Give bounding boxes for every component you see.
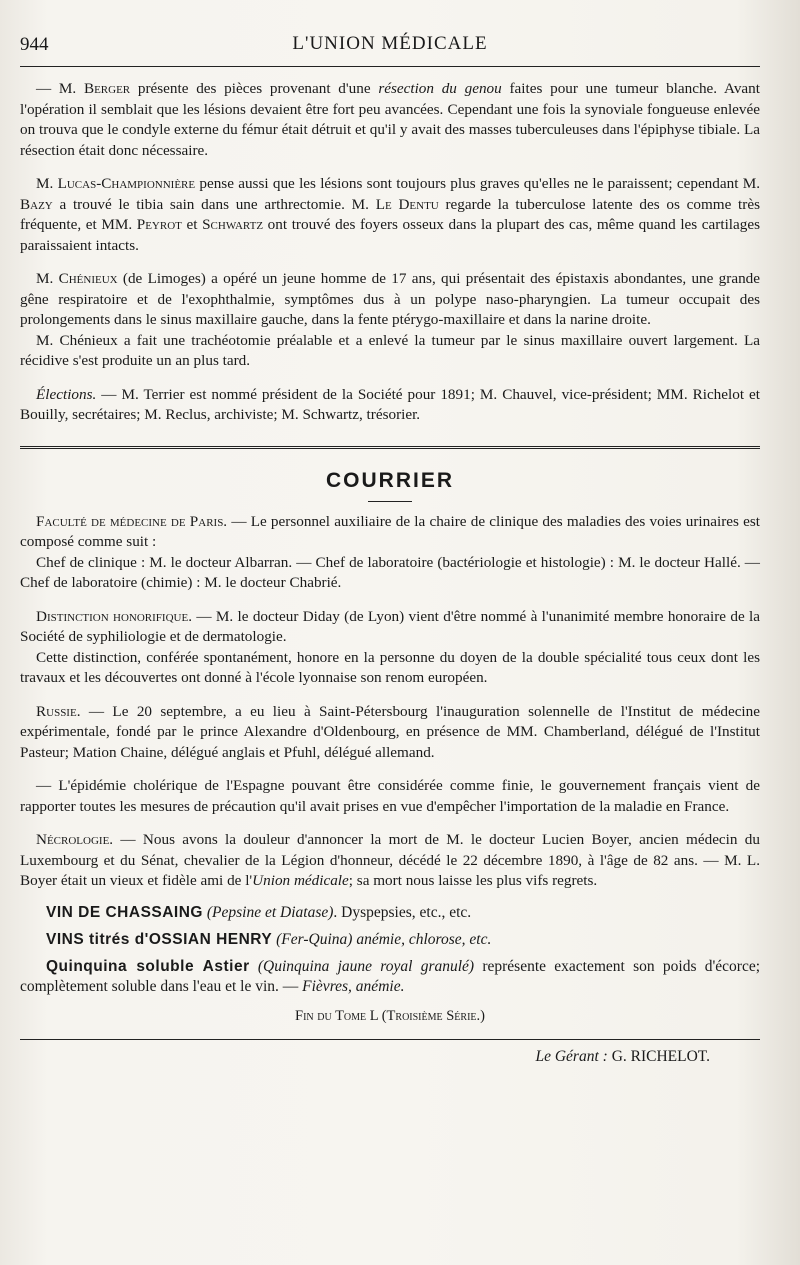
- text: et: [181, 216, 203, 233]
- header-rule: [20, 66, 760, 67]
- text: présente des pièces provenant d'une: [130, 80, 379, 97]
- italic-term: (Quinquina jaune royal granulé): [257, 957, 475, 975]
- ad-brand: VINS titrés d'OSSIAN HENRY: [46, 930, 273, 948]
- italic-term: (Pepsine et Diatase): [206, 903, 334, 921]
- text: M.: [36, 270, 59, 287]
- paragraph-chenieux: [20, 269, 760, 331]
- text: ont trouvé des foyers osseux dans la plupart des cas, même quand les cartilages paraissaient intacts.: [20, 216, 760, 254]
- text: — Nous avons la douleur d'annoncer la mort de M. le docteur Lucien Boyer, ancien médecin du Luxembourg et du Sénat, chevalier de la Légion d'honneur, décédé le 22 décembre 1890, à l'âge de 82 ans. — M. L. Boyer était un vieux et fidèle ami de l': [20, 831, 760, 889]
- paragraph-lucas: [20, 174, 760, 256]
- paragraph-necrologie: [20, 830, 760, 892]
- gerant-signature: [20, 1048, 760, 1066]
- text: a trouvé le tibia sain dans une arthrectomie. M.: [52, 195, 376, 213]
- author-name: Peyrot: [136, 216, 182, 233]
- author-name: Berger: [83, 80, 131, 97]
- paragraph-elections: [20, 385, 760, 426]
- ad-ossian-henry: [20, 930, 760, 950]
- rubric-label: Distinction honorifique.: [36, 607, 192, 625]
- text: pense aussi que les lésions sont toujours plus graves qu'elles ne le paraissent; cependant M.: [195, 175, 760, 192]
- paragraph-faculte: [20, 512, 760, 553]
- paragraph-chenieux-2: M. Chénieux a fait une trachéotomie préalable et a enlevé la tumeur par le sinus maxillaire ouvert largement. La récidive s'est produite un an plus tard.: [20, 331, 760, 369]
- italic-term: résection du genou: [378, 80, 502, 97]
- paragraph-chefs: Chef de clinique : M. le docteur Albarran. — Chef de laboratoire (bactériologie et histologie) : M. le docteur Hallé. — Chef de laboratoire (chimie) : M. le docteur Chabrié.: [20, 553, 760, 591]
- author-name: Chénieux: [58, 270, 118, 287]
- paragraph-cholera: — L'épidémie cholérique de l'Espagne pouvant être considérée comme finie, le gouvernement français vient de rapporter toutes les mesures de précaution qu'il avait prises en vue d'empêcher l'importation de la maladie en France.: [20, 777, 760, 815]
- text: regarde la tuberculose latente des os comme très fréquente, et MM.: [20, 195, 760, 233]
- text: faites pour une tumeur blanche. Avant l'opération il semblait que les lésions devaient être fort peu avancées. Cependant une fois la synoviale fongueuse enlevée on trouva que le condyle externe du fémur était détruit et qu'il y avait des masses tuberculeuses dans l'épiphyse tibiale. La résection était donc nécessaire.: [20, 80, 760, 159]
- italic-label: Élections.: [36, 385, 97, 403]
- text: — M. Terrier est nommé président de la Société pour 1891; M. Chauvel, vice-président; MM. Richelot et Bouilly, secrétaires; M. Reclus, archiviste; M. Schwartz, trésorier.: [20, 385, 760, 423]
- text: — Le 20 septembre, a eu lieu à Saint-Pétersbourg l'inauguration solennelle de l'Institut de médecine expérimentale, fondé par le prince Alexandre d'Oldenbourg, en présence de MM. Chamberland, délégué de l'Institut Pasteur; Mation Chaine, délégué anglais et Pfuhl, délégué allemand.: [20, 702, 760, 761]
- page-header: [20, 30, 760, 60]
- ad-quinquina-astier: [20, 957, 760, 997]
- section-divider: [20, 446, 760, 449]
- text: représente exactement son poids d'écorce; complètement soluble dans l'eau et le vin. —: [20, 957, 761, 995]
- italic-term: Fièvres, anémie.: [302, 977, 405, 995]
- text: — Le personnel auxiliaire de la chaire de clinique des maladies des voies urinaires est composé comme suit :: [20, 512, 760, 550]
- paragraph-distinction: [20, 607, 760, 648]
- text: — M.: [36, 80, 84, 97]
- paragraph-distinction-2: Cette distinction, conférée spontanément, honore en la personne du doyen de la double spécialité tous ceux dont les travaux et les découvertes ont donné à l'école lyonnaise son renom européen.: [20, 648, 760, 686]
- italic-term: (Fer-Quina) anémie, chlorose, etc.: [276, 930, 492, 948]
- text: . Dyspepsies, etc., etc.: [333, 903, 472, 921]
- gerant-name: G. RICHELOT.: [611, 1047, 710, 1065]
- running-title: L'UNION MÉDICALE: [292, 33, 488, 54]
- ad-vin-chassaing: [20, 903, 760, 923]
- author-name: Le Dentu: [375, 195, 439, 213]
- text: ; sa mort nous laisse les plus vifs regrets.: [348, 872, 598, 889]
- rubric-label: Faculté de médecine de Paris.: [36, 512, 228, 530]
- author-name: Bazy: [20, 195, 53, 213]
- rubric-label: Russie.: [36, 702, 81, 720]
- ad-brand: Quinquina soluble Astier: [46, 957, 250, 975]
- text: M.: [36, 175, 58, 192]
- author-name: Schwartz: [202, 216, 264, 233]
- author-name: Lucas-Championnière: [57, 175, 196, 192]
- text: (de Limoges) a opéré un jeune homme de 17 ans, qui présentait des épistaxis abondantes, une grande gêne respiratoire et de l'exophthalmie, symptômes dus à un polype naso-pharyngien. La tumeur occupait des prolongements dans le sinus maxillaire gauche, dans la fente ptérygo-maxillaire et dans la narine droite.: [20, 270, 760, 328]
- page-number: 944: [20, 34, 49, 55]
- paragraph-berger: [20, 79, 760, 161]
- ad-brand: VIN DE CHASSAING: [46, 903, 203, 921]
- rubric-label: Nécrologie.: [36, 831, 114, 848]
- text: — M. le docteur Diday (de Lyon) vient d'être nommé à l'unanimité membre honoraire de la Société de syphiliologie et de dermatologie.: [20, 607, 760, 645]
- title-underline: [368, 501, 412, 502]
- paragraph-russie: [20, 702, 760, 764]
- end-of-volume: Fin du Tome L (Troisième Série.): [295, 1007, 485, 1024]
- gerant-label: Le Gérant :: [535, 1047, 608, 1065]
- section-title: COURRIER: [325, 468, 454, 492]
- footer-rule: [20, 1039, 760, 1040]
- italic-term: Union médicale: [252, 872, 349, 889]
